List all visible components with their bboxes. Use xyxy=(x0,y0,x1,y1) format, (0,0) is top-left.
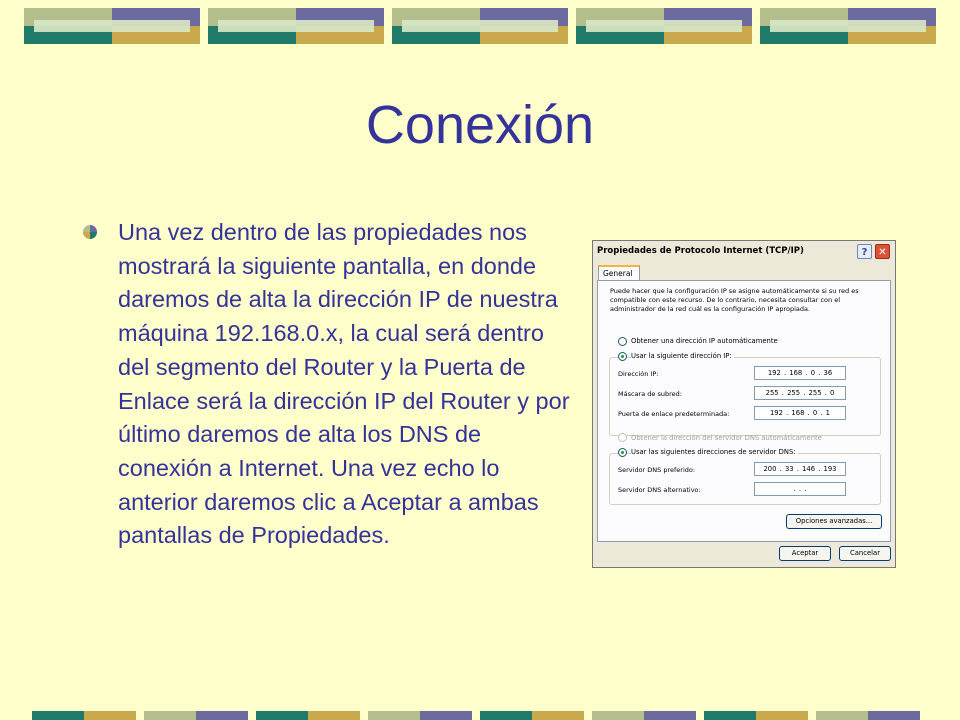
decor-tile xyxy=(760,8,936,44)
top-decorative-band xyxy=(0,0,960,50)
manual-dns-group xyxy=(609,453,881,505)
alternate-dns-field[interactable]: . . . xyxy=(754,482,846,496)
tab-general[interactable]: General xyxy=(598,265,640,281)
decor-tile xyxy=(208,8,384,44)
bullet-text: Una vez dentro de las propiedades nos mostrará la siguiente pantalla, en donde daremos de alta la dirección IP de nuestra máquina 192.168.0.x, la cual será dentro del segmento del Router y la Puerta de Enlace será la dirección IP del Router y por último daremos de alta los DNS de conexión a Internet. Una vez echo lo anterior daremos clic a Aceptar a ambas pantallas de Propiedades. xyxy=(118,219,570,549)
auto-dns-label: Obtener la dirección del servidor DNS automáticamente xyxy=(631,434,822,442)
slide-title: Conexión xyxy=(365,95,595,155)
auto-ip-radio[interactable] xyxy=(618,337,627,346)
manual-ip-label: Usar la siguiente dirección IP: xyxy=(631,352,732,360)
ok-button[interactable]: Aceptar xyxy=(779,546,831,561)
manual-ip-radio[interactable] xyxy=(618,352,627,361)
manual-dns-label: Usar las siguientes direcciones de servidor DNS: xyxy=(631,448,796,456)
alternate-dns-label: Servidor DNS alternativo: xyxy=(618,486,701,494)
ip-address-label: Dirección IP: xyxy=(618,370,659,378)
decor-tile xyxy=(392,8,568,44)
ip-address-field[interactable]: 192 . 168 . 0 . 36 xyxy=(754,366,846,380)
auto-dns-radio[interactable] xyxy=(618,433,627,442)
dialog-description: Puede hacer que la configuración IP se asigne automáticamente si su red es compatible con este recurso. De lo contrario, necesita consultar con el administrador de la red cuál es la configuración IP apropiada. xyxy=(610,287,859,313)
dialog-title: Propiedades de Protocolo Internet (TCP/IP) xyxy=(593,241,895,261)
subnet-mask-label: Máscara de subred: xyxy=(618,390,682,398)
gateway-label: Puerta de enlace predeterminada: xyxy=(618,410,730,418)
help-icon[interactable]: ? xyxy=(857,244,872,259)
tcpip-properties-dialog xyxy=(592,240,896,568)
advanced-options-button[interactable]: Opciones avanzadas... xyxy=(786,514,882,529)
bullet-icon xyxy=(82,224,98,240)
general-panel xyxy=(597,280,891,542)
close-icon[interactable]: ✕ xyxy=(875,244,890,259)
auto-ip-label: Obtener una dirección IP automáticamente xyxy=(631,337,778,345)
preferred-dns-label: Servidor DNS preferido: xyxy=(618,466,696,474)
preferred-dns-field[interactable]: 200 . 33 . 146 . 193 xyxy=(754,462,846,476)
cancel-button[interactable]: Cancelar xyxy=(839,546,891,561)
decor-tile xyxy=(576,8,752,44)
subnet-mask-field[interactable]: 255 . 255 . 255 . 0 xyxy=(754,386,846,400)
manual-dns-radio[interactable] xyxy=(618,448,627,457)
bottom-decorative-band xyxy=(0,711,960,720)
gateway-field[interactable]: 192 . 168 . 0 . 1 xyxy=(754,406,846,420)
decor-tile xyxy=(24,8,200,44)
